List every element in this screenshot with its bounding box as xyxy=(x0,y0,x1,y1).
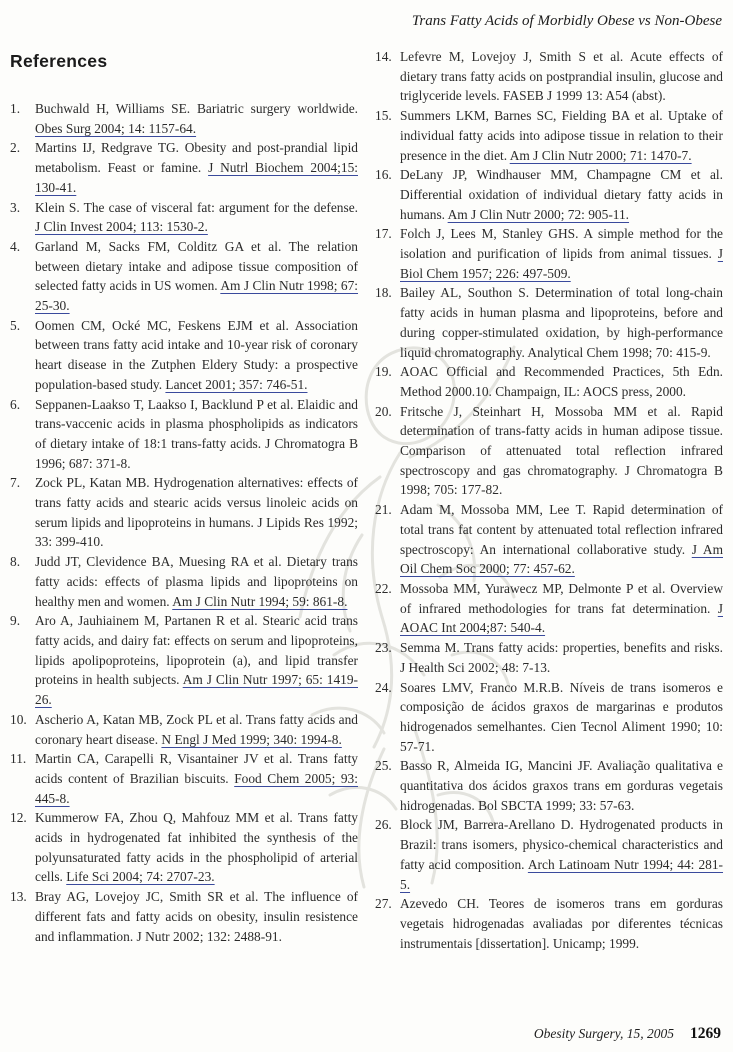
citation-link[interactable]: Obes Surg 2004; 14: 1157-64. xyxy=(35,120,197,136)
left-column xyxy=(10,34,358,953)
reference-text: Block JM, Barrera-Arellano D. Hydrogenated products in Brazil: trans isomers, physico-chemical characteristics and fatty acid composition. Arch Latinoam Nutr 1994; 44: 281-5. xyxy=(400,817,724,892)
reference-number: 12. xyxy=(10,810,27,826)
running-title: Trans Fatty Acids of Morbidly Obese vs Non-Obese xyxy=(411,13,722,29)
reference-number: 10. xyxy=(10,711,27,727)
reference-item xyxy=(375,106,723,165)
reference-number: 1. xyxy=(10,101,21,116)
reference-text: Adam M, Mossoba MM, Lee T. Rapid determination of total trans fat content by attenuated total reflection infrared spectroscopy: An international collaborative study. J Am Oil Chem Soc 2000; 77: 457-62. xyxy=(400,502,723,577)
citation-link[interactable]: Arch Latinoam Nutr 1994; 44: 281-5. xyxy=(400,856,724,892)
reference-number: 27. xyxy=(375,896,392,912)
citation-link[interactable]: N Engl J Med 1999; 340: 1994-8. xyxy=(161,731,342,747)
reference-item xyxy=(375,500,723,579)
reference-number: 4. xyxy=(10,238,21,254)
reference-item xyxy=(375,894,723,953)
reference-number: 2. xyxy=(10,140,21,156)
citation-link[interactable]: Lancet 2001; 357: 746-51. xyxy=(165,376,308,392)
reference-number: 15. xyxy=(375,108,392,124)
reference-item xyxy=(10,99,358,138)
reference-item xyxy=(375,165,723,224)
reference-text: Martins IJ, Redgrave TG. Obesity and post-prandial lipid metabolism. Feast or famine. J Nutrl Biochem 2004;15: 130-41. xyxy=(35,140,358,195)
reference-number: 26. xyxy=(375,817,392,833)
reference-number: 17. xyxy=(375,226,392,242)
reference-number: 6. xyxy=(10,396,21,412)
citation-link[interactable]: Am J Clin Nutr 2000; 72: 905-11. xyxy=(447,206,630,222)
reference-item xyxy=(375,815,723,894)
citation-link[interactable]: J AOAC Int 2004;87: 540-4. xyxy=(400,600,723,636)
reference-number: 21. xyxy=(375,502,392,518)
reference-text: Folch J, Lees M, Stanley GHS. A simple method for the isolation and purification of lipids from animal tissues. J Biol Chem 1957; 226: 497-509. xyxy=(400,226,723,281)
reference-item xyxy=(10,710,358,749)
reference-number: 16. xyxy=(375,167,392,183)
reference-text: Soares LMV, Franco M.R.B. Níveis de trans isomeros e composição de ácidos graxos de margarinas e produtos hidrogenados semelhantes. Cien Tecnol Aliment 1990; 10: 57-71. xyxy=(400,679,723,754)
reference-number: 9. xyxy=(10,613,21,629)
right-column xyxy=(375,34,723,953)
citation-link[interactable]: J Nutrl Biochem 2004;15: 130-41. xyxy=(35,160,358,195)
two-column-layout xyxy=(10,34,723,953)
citation-link[interactable]: J Biol Chem 1957; 226: 497-509. xyxy=(400,246,723,281)
reference-number: 14. xyxy=(375,49,392,64)
reference-text: Mossoba MM, Yurawecz MP, Delmonte P et al. Overview of infrared methodologies for trans fat determination. J AOAC Int 2004;87: 540-4. xyxy=(400,580,723,636)
reference-text: Basso R, Almeida IG, Mancini JF. Avaliação qualitativa e quantitativa dos ácidos graxos trans em gorduras vegetais hidrogenadas. Bol SBCTA 1999; 33: 57-63. xyxy=(400,758,723,813)
reference-number: 22. xyxy=(375,580,392,596)
reference-text: Seppanen-Laakso T, Laakso I, Backlund P et al. Elaidic and trans-vaccenic acids in plasma phospholipids as indicators of dietary intake of 18:1 trans-fatty acids. J Chromatogra B 1996; 687: 371-8. xyxy=(35,396,358,471)
citation-link[interactable]: J Clin Invest 2004; 113: 1530-2. xyxy=(35,219,208,235)
reference-number: 18. xyxy=(375,285,392,301)
reference-item xyxy=(10,198,358,237)
reference-item xyxy=(375,402,723,501)
citation-link[interactable]: Am J Clin Nutr 1997; 65: 1419-26. xyxy=(35,672,358,708)
reference-text: Garland M, Sacks FM, Colditz GA et al. The relation between dietary intake and adipose tissue composition of selected fatty acids in US women. Am J Clin Nutr 1998; 67: 25-30. xyxy=(35,238,359,314)
reference-item xyxy=(375,678,723,757)
reference-text: Ascherio A, Katan MB, Zock PL et al. Trans fatty acids and coronary heart disease. N Engl J Med 1999; 340: 1994-8. xyxy=(35,711,358,747)
reference-item xyxy=(10,552,358,611)
reference-text: Judd JT, Clevidence BA, Muesing RA et al. Dietary trans fatty acids: effects of plasma lipids and lipoproteins on healthy men and women. Am J Clin Nutr 1994; 59: 861-8. xyxy=(35,554,358,609)
references-list-left xyxy=(10,99,358,946)
reference-text: Kummerow FA, Zhou Q, Mahfouz MM et al. Trans fatty acids in hydrogenated fat inhibited the synthesis of the polyunsaturated fatty acids in the phospholipid of arterial cells. Life Sci 2004; 74: 2707-23. xyxy=(35,810,358,885)
reference-text: Fritsche J, Steinhart H, Mossoba MM et al. Rapid determination of trans-fatty acids in human adipose tissue. Comparison of attenuated total reflection infrared spectroscopy and gas chromatography. J Chromatogra B 1998; 705: 177-82. xyxy=(400,403,723,498)
reference-text: Summers LKM, Barnes SC, Fielding BA et al. Uptake of individual fatty acids into adipose tissue in relation to their presence in the diet. Am J Clin Nutr 2000; 71: 1470-7. xyxy=(400,108,723,163)
reference-number: 13. xyxy=(10,889,27,905)
citation-link[interactable]: Am J Clin Nutr 1994; 59: 861-8. xyxy=(172,593,348,609)
reference-number: 11. xyxy=(10,751,27,767)
reference-item xyxy=(10,611,358,710)
citation-link[interactable]: Life Sci 2004; 74: 2707-23. xyxy=(66,869,215,885)
reference-text: Semma M. Trans fatty acids: properties, benefits and risks. J Health Sci 2002; 48: 7-13. xyxy=(400,640,723,675)
reference-number: 20. xyxy=(375,403,392,419)
citation-link[interactable]: Food Chem 2005; 93: 445-8. xyxy=(35,770,358,806)
reference-number: 7. xyxy=(10,475,21,491)
reference-item xyxy=(10,473,358,552)
reference-text: Bailey AL, Southon S. Determination of total long-chain fatty acids in human plasma and lipoproteins, before and during copper-stimulated oxidation, by high-performance liquid chromatography. Analytical Chem 1998; 70: 415-9. xyxy=(400,285,723,360)
reference-item xyxy=(375,362,723,401)
reference-text: Oomen CM, Ocké MC, Feskens EJM et al. Association between trans fatty acid intake and 10-year risk of coronary heart disease in the Zutphen Eldery Study: a prospective population-based study. Lancet 2001; 357: 746-51. xyxy=(35,317,358,392)
references-heading: References xyxy=(10,51,108,71)
reference-text: Klein S. The case of visceral fat: argument for the defense. J Clin Invest 2004; 113: 1530-2. xyxy=(35,199,358,235)
reference-text: Martin CA, Carapelli R, Visantainer JV et al. Trans fatty acids content of Brazilian biscuits. Food Chem 2005; 93: 445-8. xyxy=(35,751,358,806)
reference-item xyxy=(375,224,723,283)
page-number: 1269 xyxy=(690,1025,721,1042)
reference-item xyxy=(10,237,358,316)
reference-item xyxy=(375,283,723,362)
reference-item xyxy=(375,756,723,815)
reference-text: Bray AG, Lovejoy JC, Smith SR et al. The influence of different fats and fatty acids on obesity, insulin resistence and inflammation. J Nutr 2002; 132: 2488-91. xyxy=(35,889,358,944)
page-footer xyxy=(534,1025,721,1043)
reference-item xyxy=(10,808,358,887)
reference-number: 8. xyxy=(10,554,21,570)
reference-item xyxy=(10,316,358,395)
reference-number: 5. xyxy=(10,317,21,333)
reference-number: 3. xyxy=(10,199,21,215)
citation-link[interactable]: Am J Clin Nutr 2000; 71: 1470-7. xyxy=(509,147,692,163)
citation-link[interactable]: Am J Clin Nutr 1998; 67: 25-30. xyxy=(35,278,359,314)
reference-number: 24. xyxy=(375,679,392,695)
reference-text: Buchwald H, Williams SE. Bariatric surgery worldwide. Obes Surg 2004; 14: 1157-64. xyxy=(35,101,358,136)
reference-item xyxy=(10,887,358,946)
reference-text: Azevedo CH. Teores de isomeros trans em gorduras vegetais hidrogenadas avaliadas por diferentes técnicas instrumentais [dissertation]. Unicamp; 1999. xyxy=(400,896,723,951)
reference-item xyxy=(375,579,723,638)
reference-item xyxy=(375,47,723,106)
reference-number: 19. xyxy=(375,364,392,380)
reference-text: DeLany JP, Windhauser MM, Champagne CM et al. Differential oxidation of individual dietary fatty acids in humans. Am J Clin Nutr 2000; 72: 905-11. xyxy=(400,167,723,222)
reference-number: 25. xyxy=(375,758,392,774)
reference-item xyxy=(375,638,723,677)
reference-item xyxy=(10,395,358,474)
references-list-right xyxy=(375,47,723,953)
reference-item xyxy=(10,749,358,808)
reference-item xyxy=(10,138,358,197)
reference-text: Lefevre M, Lovejoy J, Smith S et al. Acute effects of dietary trans fatty acids on postprandial insulin, glucose and triglyceride levels. FASEB J 1999 13: A54 (abst). xyxy=(400,49,723,104)
journal-citation: Obesity Surgery, 15, 2005 xyxy=(533,1026,674,1041)
citation-link[interactable]: J Am Oil Chem Soc 2000; 77: 457-62. xyxy=(400,541,723,577)
reference-text: AOAC Official and Recommended Practices, 5th Edn. Method 2000.10. Champaign, IL: AOCS press, 2000. xyxy=(400,364,723,399)
reference-number: 23. xyxy=(375,640,392,656)
reference-text: Zock PL, Katan MB. Hydrogenation alternatives: effects of trans fatty acids and stearic acids versus linoleic acids on serum lipids and lipoproteins in humans. J Lipids Res 1992; 33: 399-410. xyxy=(35,475,358,550)
reference-text: Aro A, Jauhiainem M, Partanen R et al. Stearic acid trans fatty acids, and dairy fat: effects on serum and lipoproteins, lipids apolipoproteins, lipoprotein (a), and lipid transfer proteins in health subjects. Am J Clin Nutr 1997; 65: 1419-26. xyxy=(35,613,358,708)
